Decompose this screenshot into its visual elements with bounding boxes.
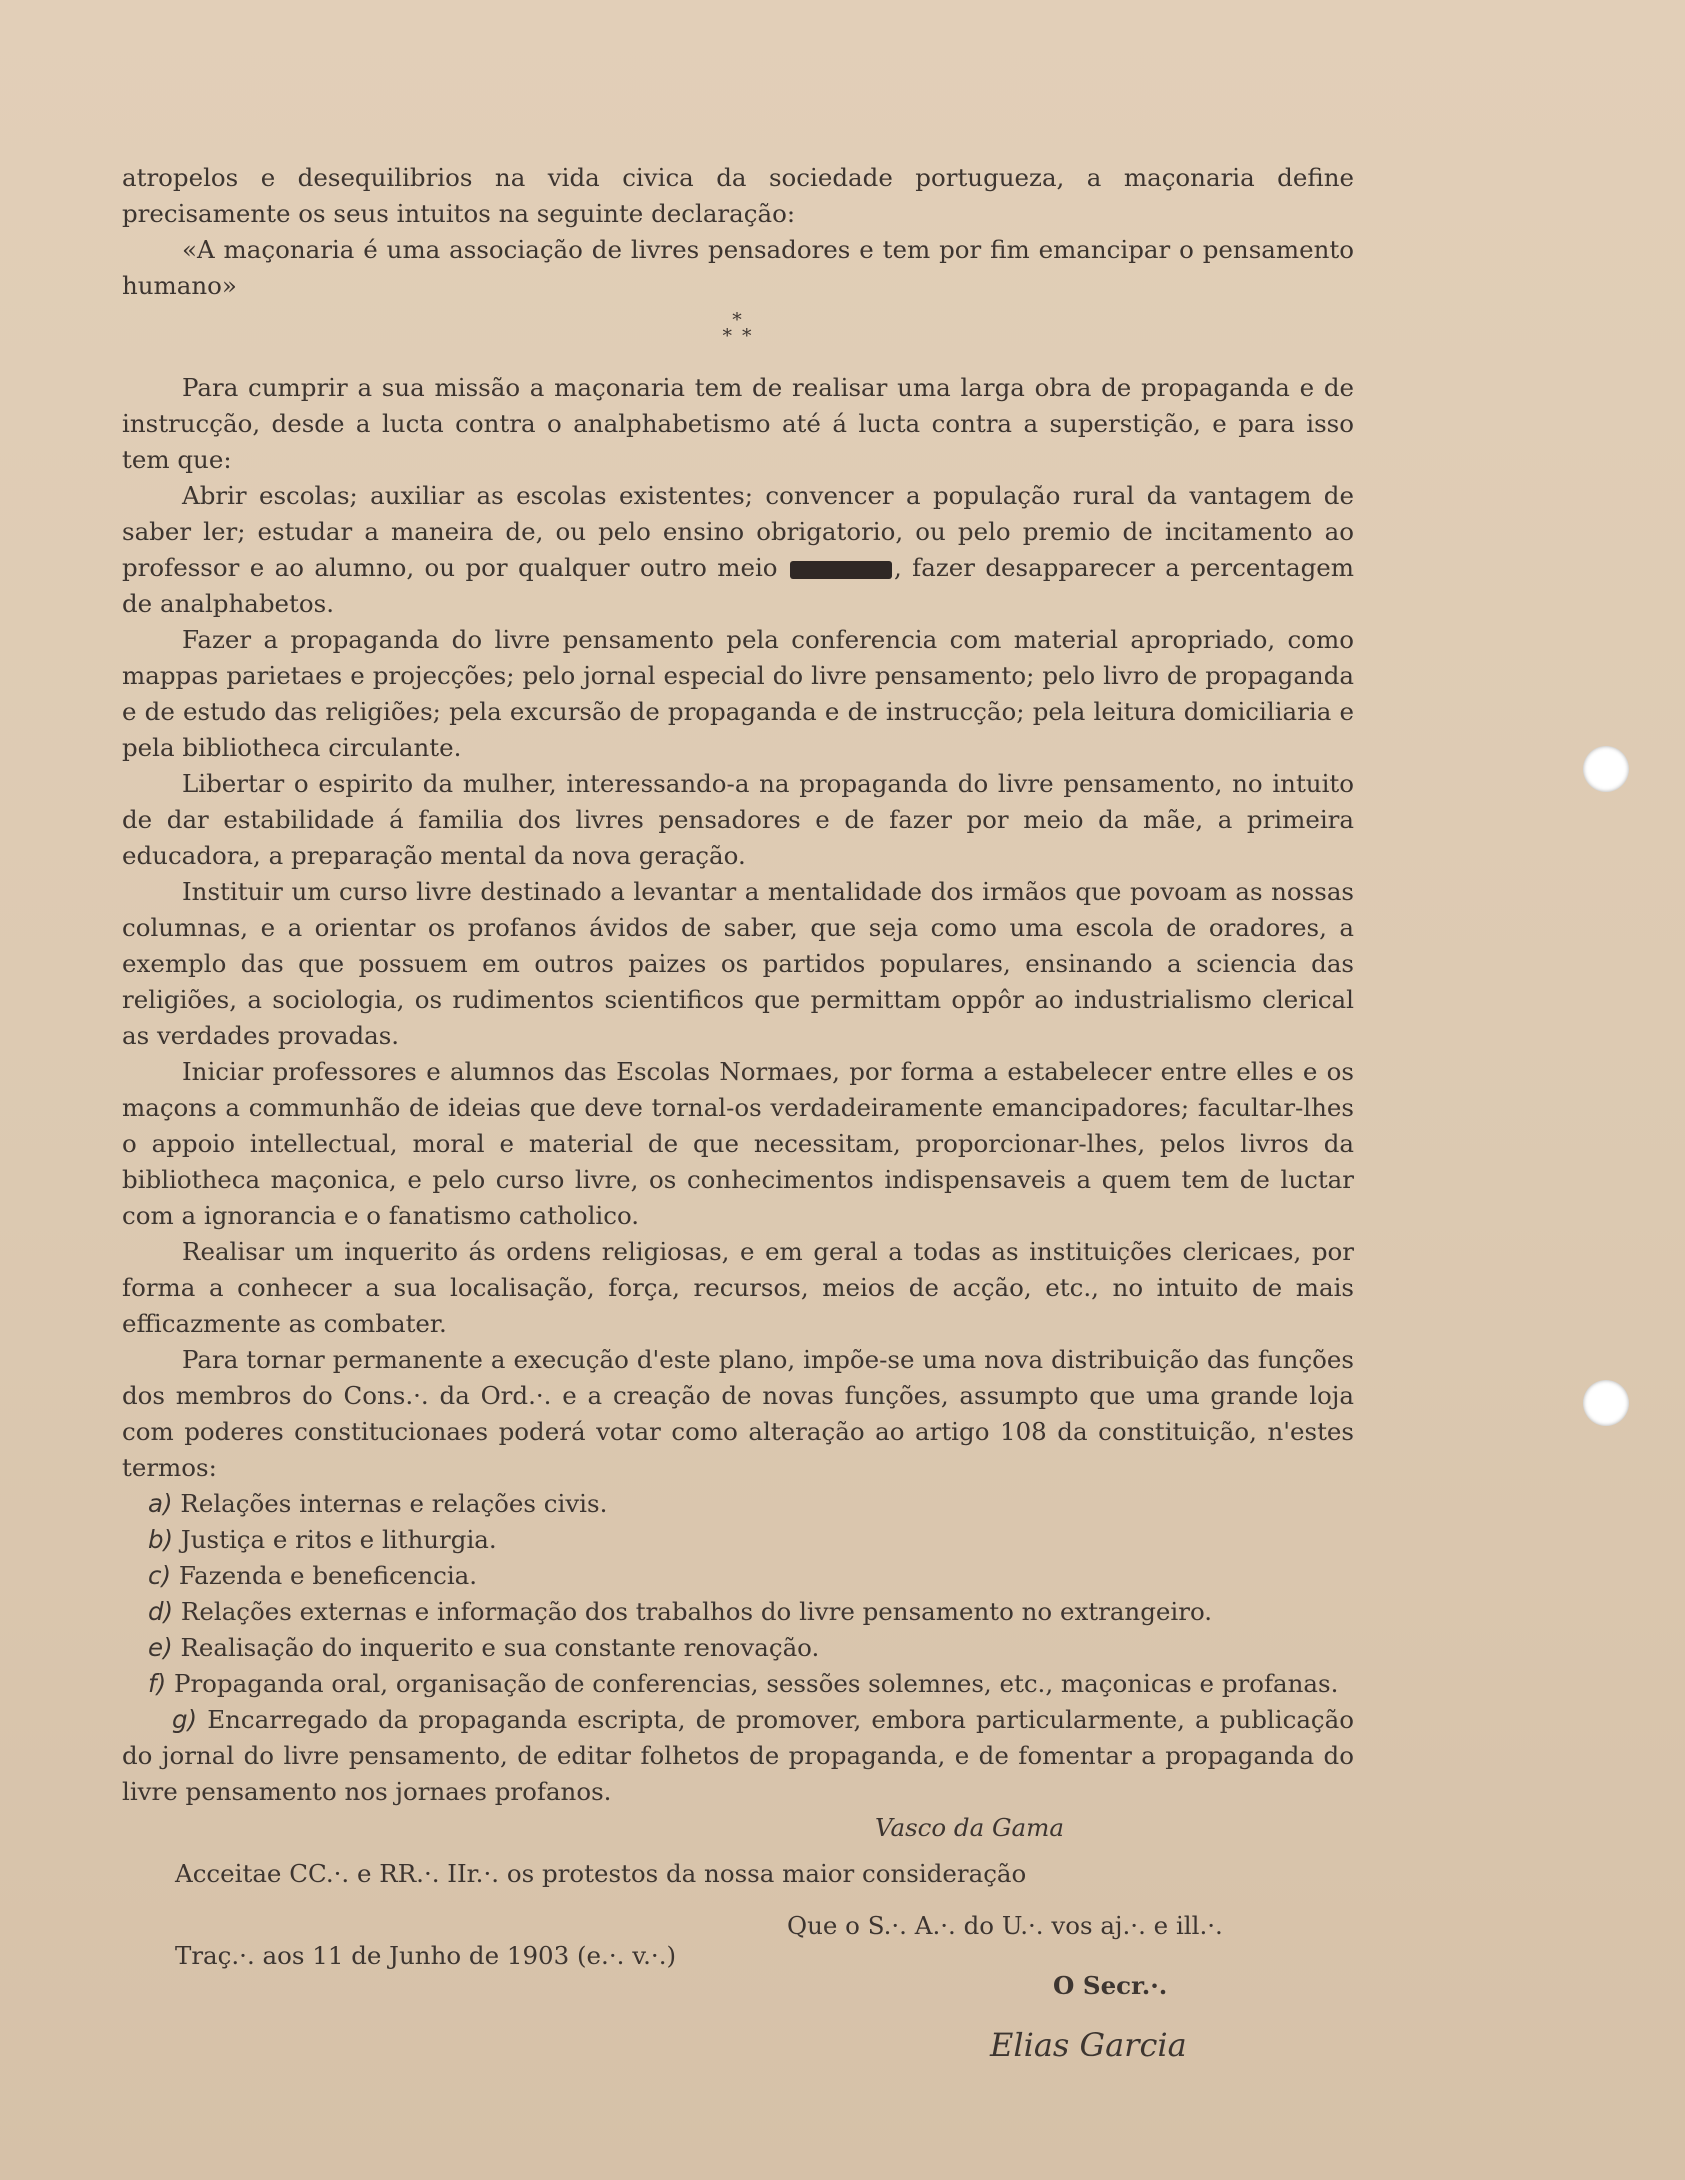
list-marker: g): [172, 1705, 198, 1734]
body-paragraph-iniciar: Iniciar professores e alumnos das Escolas Normaes, por forma a estabelecer entre elles e os maçons a communhão de ideias que deve tornal-os verdadeiramente emancipadores; facultar-lhes o appoio intellectual, moral e material de que necessitam, proporcionar-lhes, pelos livros da bibliotheca maçonica, e pelo curso livre, os conhecimentos indispensaveis a quem tem de luctar com a ignorancia e o fanatismo catholico.: [122, 1057, 1354, 1230]
list-item: [122, 1630, 1354, 1666]
body-paragraph-instituir: Instituir um curso livre destinado a levantar a mentalidade dos irmãos que povoam as nossas columnas, e a orientar os profanos ávidos de saber, que seja como uma escola de oradores, a exemplo das que possuem em outros paizes os partidos populares, ensinando a sciencia das religiões, a sociologia, os rudimentos scientificos que permittam oppôr ao industrialismo clerical as verdades provadas.: [122, 877, 1354, 1050]
ink-blot: [790, 561, 892, 579]
body-paragraph-abrir: [122, 478, 1354, 622]
list-item-text: Fazenda e beneficencia.: [178, 1561, 478, 1590]
body-paragraph-libertar: Libertar o espirito da mulher, interessando-a na propaganda do livre pensamento, no intuito de dar estabilidade á familia dos livres pensadores e de fazer por meio da mãe, a primeira educadora, a preparação mental da nova geração.: [122, 769, 1354, 870]
body-paragraph-mission: Para cumprir a sua missão a maçonaria tem de realisar uma larga obra de propaganda e de instrucção, desde a lucta contra o analphabetismo até á lucta contra a superstição, e para isso tem que:: [122, 373, 1354, 474]
list-item-text: Realisação do inquerito e sua constante renovação.: [180, 1633, 820, 1662]
list-item-text: Relações internas e relações civis.: [180, 1489, 608, 1518]
list-item-text: Relações externas e informação dos trabalhos do livre pensamento no extrangeiro.: [180, 1597, 1213, 1626]
abrir-text-before: Abrir escolas; auxiliar as escolas existentes; convencer a população rural da vantagem de saber ler; estudar a maneira de, ou pelo ensino obrigatorio, ou pelo premio de incitamento ao professor e ao alumno, ou por qualquer outro meio: [122, 481, 1354, 582]
list-marker: e): [148, 1633, 173, 1662]
secretary-signature: Elias Garcia: [990, 2026, 1187, 2064]
punch-hole-upper: [1583, 746, 1629, 792]
author-signature: Vasco da Gama: [875, 1813, 1064, 1842]
abrir-text-after: , fazer desapparecer a percentagem de analphabetos.: [122, 553, 1354, 618]
letter-body: [122, 160, 1354, 1846]
list-item: [122, 1486, 1354, 1522]
functions-list: [122, 1486, 1354, 1810]
body-paragraph-realisar: Realisar um inquerito ás ordens religiosas, e em geral a todas as instituições clericaes, por forma a conhecer a sua localisação, força, recursos, meios de acção, etc., no intuito de mais efficazmente as combater.: [122, 1237, 1354, 1338]
punch-hole-lower: [1583, 1380, 1629, 1426]
date-line: Traç.·. aos 11 de Junho de 1903 (e.·. v.·.): [175, 1941, 677, 1970]
closing-salutation: Acceitae CC.·. e RR.·. IIr.·. os protestos da nossa maior consideração: [175, 1859, 1027, 1888]
list-item-text: Justiça e ritos e lithurgia.: [180, 1525, 497, 1554]
list-item: [122, 1558, 1354, 1594]
list-item-text: Propaganda oral, organisação de conferencias, sessões solemnes, etc., maçonicas e profanas.: [173, 1669, 1339, 1698]
list-marker: d): [148, 1597, 174, 1626]
list-marker: a): [148, 1489, 173, 1518]
secretary-role: O Secr.·.: [1053, 1971, 1168, 2000]
list-marker: b): [148, 1525, 174, 1554]
asterism-divider: * * *: [722, 309, 754, 347]
body-paragraph-plano: Para tornar permanente a execução d'este plano, impõe-se uma nova distribuição das funções dos membros do Cons.·. da Ord.·. e a creação de novas funções, assumpto que uma grande loja com poderes constitucionaes poderá votar como alteração ao artigo 108 da constituição, n'estes termos:: [122, 1345, 1354, 1482]
greeting-line: Que o S.·. A.·. do U.·. vos aj.·. e ill.·.: [787, 1911, 1223, 1940]
list-item: [122, 1594, 1354, 1630]
list-item-text: Encarregado da propaganda escripta, de promover, embora particularmente, a publicação do jornal do livre pensamento, de editar folhetos de propaganda, e de fomentar a propaganda do livre pensamento nos jornaes profanos.: [122, 1705, 1355, 1806]
list-item: [122, 1666, 1354, 1702]
declaration-quote: «A maçonaria é uma associação de livres pensadores e tem por fim emancipar o pensamento humano»: [122, 235, 1354, 300]
list-marker: c): [148, 1561, 172, 1590]
list-item: [122, 1522, 1354, 1558]
body-paragraph-fazer: Fazer a propaganda do livre pensamento pela conferencia com material apropriado, como mappas parietaes e projecções; pelo jornal especial do livre pensamento; pelo livro de propaganda e de estudo das religiões; pela excursão de propaganda e de instrucção; pela leitura domiciliaria e pela bibliotheca circulante.: [122, 625, 1354, 762]
intro-paragraph: atropelos e desequilibrios na vida civica da sociedade portugueza, a maçonaria define precisamente os seus intuitos na seguinte declaração:: [122, 163, 1354, 228]
list-item: [122, 1702, 1354, 1810]
list-marker: f): [148, 1669, 167, 1698]
